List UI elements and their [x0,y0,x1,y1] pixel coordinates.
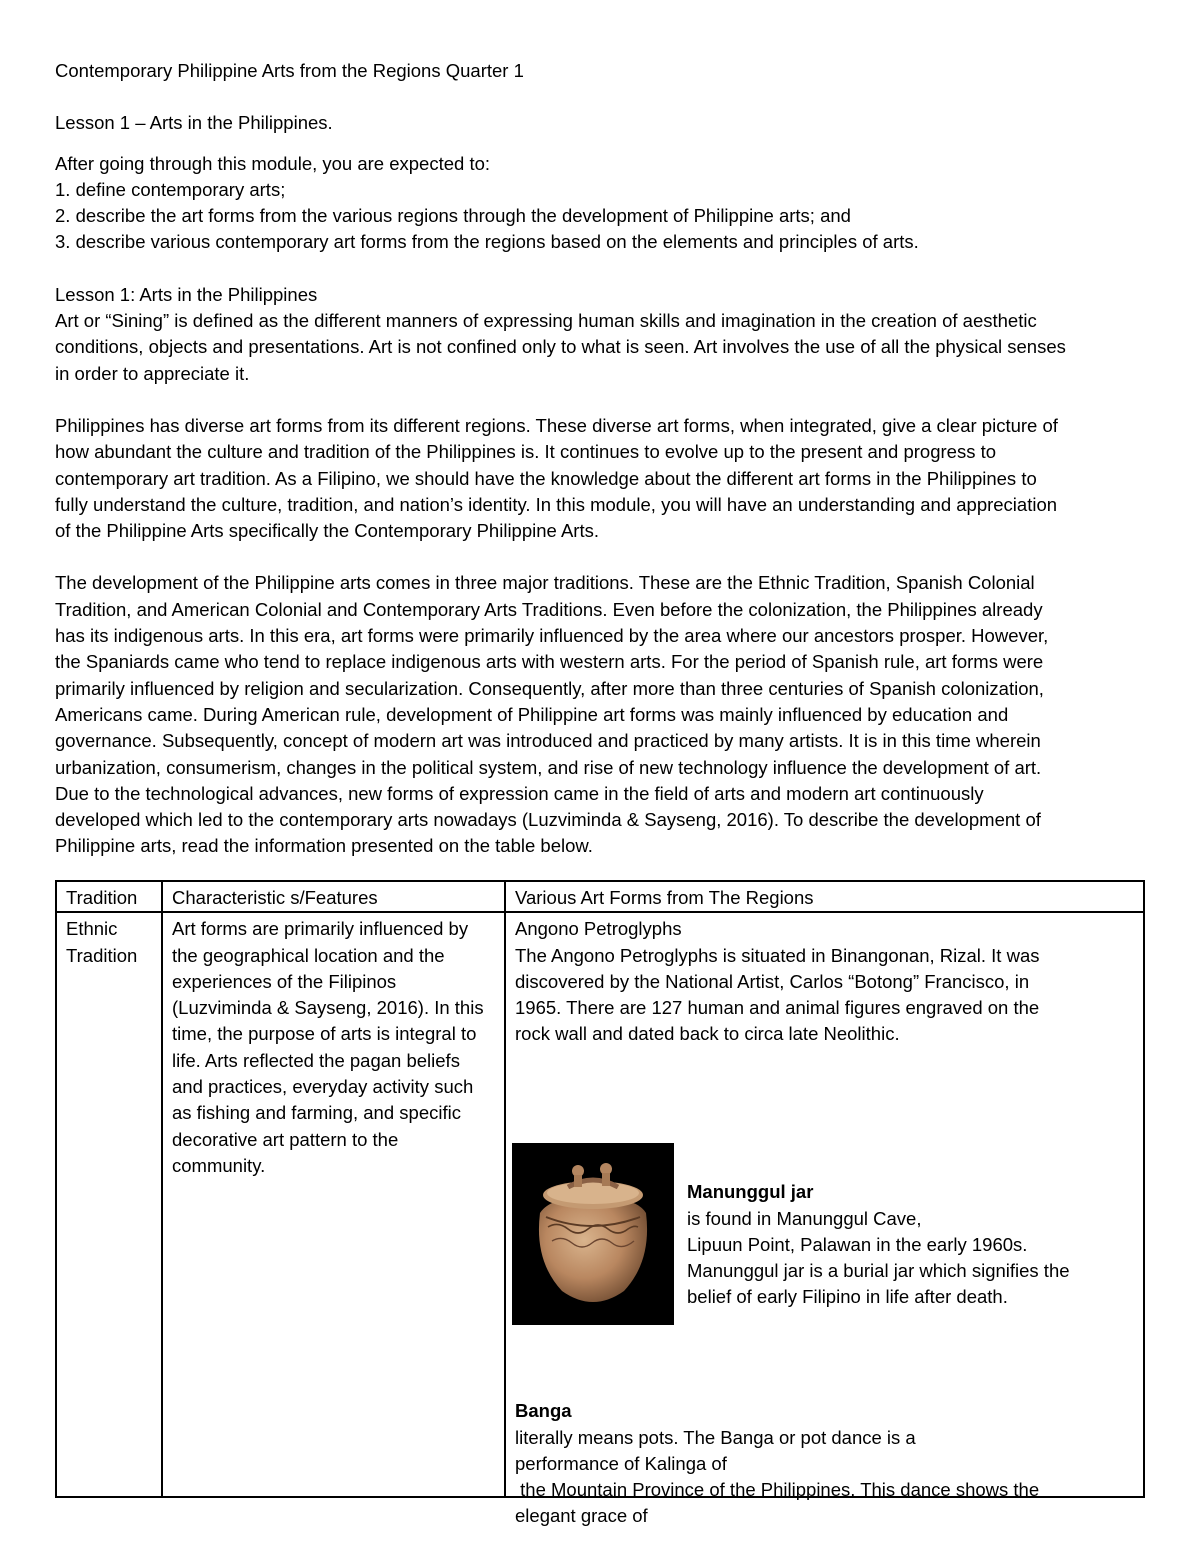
paragraph-line: The development of the Philippine arts comes in three major traditions. These are the Ethnic Tradition, Spanish Colonial [55,572,1035,594]
cell-line: elegant grace of [515,1505,648,1527]
cell-line: The Angono Petroglyphs is situated in Binangonan, Rizal. It was [515,944,1040,966]
paragraph-2 [55,413,1150,544]
lesson-heading: Lesson 1 – Arts in the Philippines. [55,112,333,134]
jar-first-line [687,1179,1070,1232]
jar-name: Manunggul jar [687,1181,814,1203]
paragraph-line: Due to the technological advances, new forms of expression came in the field of arts and modern art continuously [55,782,984,804]
header-tradition: Tradition [56,881,162,912]
paragraph-line: Philippine arts, read the information presented on the table below. [55,835,593,857]
cell-line: experiences of the Filipinos [172,970,397,992]
objective-item: 1. define contemporary arts; [55,178,286,200]
document-title: Contemporary Philippine Arts from the Regions Quarter 1 [55,60,524,81]
banga-name: Banga [515,1400,572,1422]
paragraph-1 [55,308,1150,387]
cell-line: life. Arts reflected the pagan beliefs [172,1049,460,1071]
paragraph-3 [55,570,1150,859]
cell-line: decorative art pattern to the [172,1128,399,1150]
cell-line: discovered by the National Artist, Carlos “Botong” Francisco, in [515,970,1030,992]
art-forms-cell [505,912,1144,1527]
cell-line: time, the purpose of arts is integral to [172,1023,477,1045]
paragraph-line: Philippines has diverse art forms from its different regions. These diverse art forms, when integrated, give a clear picture of [55,414,1058,436]
table-row [56,912,1144,1497]
paragraph-line: primarily influenced by religion and secularization. Consequently, after more than three centuries of Spanish colonization, [55,677,1044,699]
paragraph-line: fully understand the culture, tradition, and nation’s identity. In this module, you will have an understanding and appreciation [55,493,1058,515]
paragraph-line: governance. Subsequently, concept of modern art was introduced and practiced by many artists. It is in this time wherein [55,730,1041,752]
objective-item: 3. describe various contemporary art forms from the regions based on the elements and principles of arts. [55,231,919,253]
jar-first-rest: is found in Manunggul Cave, [687,1207,922,1229]
paragraph-line: urbanization, consumerism, changes in the political system, and rise of new technology influence the development of art. [55,756,1042,778]
paragraph-line: developed which led to the contemporary arts nowadays (Luzviminda & Sayseng, 2016). To describe the development of [55,809,1041,831]
angono-title: Angono Petroglyphs [515,918,682,940]
paragraph-line: Art or “Sining” is defined as the different manners of expressing human skills and imagination in the creation of aesthetic [55,310,1037,332]
cell-line: performance of Kalinga of [515,1452,727,1474]
cell-line: community. [172,1154,266,1176]
paragraph-line: of the Philippine Arts specifically the Contemporary Philippine Arts. [55,520,599,542]
paragraph-line: how abundant the culture and tradition of the Philippines is. It continues to evolve up to the present and progress to [55,441,997,463]
banga-first-line [515,1398,1039,1451]
paragraph-line: conditions, objects and presentations. Art is not confined only to what is seen. Art involves the use of all the physical senses [55,336,1066,358]
document-page [55,58,1150,860]
cell-line: Manunggul jar is a burial jar which signifies the [687,1260,1070,1282]
tradition-cell [56,912,162,1497]
header-art-forms: Various Art Forms from The Regions [505,881,1144,912]
cell-line: rock wall and dated back to circa late Neolithic. [515,1023,900,1045]
table-header-row [56,881,1144,912]
objective-item: 2. describe the art forms from the various regions through the development of Philippine arts; and [55,205,851,227]
paragraph-line: the Spaniards came who tend to replace indigenous arts with western arts. For the period of Spanish rule, art forms were [55,651,1044,673]
paragraph-line: contemporary art tradition. As a Filipino, we should have the knowledge about the different art forms in the Philippines to [55,467,1037,489]
header-features: Characteristic s/Features [162,881,505,912]
cell-line: (Luzviminda & Sayseng, 2016). In this [172,997,484,1019]
paragraph-line: has its indigenous arts. In this era, art forms were primarily influenced by the area where our ancestors prosper. However, [55,625,1049,647]
cell-line: Ethnic [66,918,118,940]
manunggul-jar-image [512,1143,674,1325]
section-heading: Lesson 1: Arts in the Philippines [55,283,318,305]
objectives-intro: After going through this module, you are expected to: [55,152,491,174]
manunggul-jar-caption [687,1179,1070,1310]
cell-line: belief of early Filipino in life after death. [687,1286,1008,1308]
banga-first-rest: literally means pots. The Banga or pot dance is a [515,1426,916,1448]
banga-caption [515,1398,1039,1529]
cell-line: 1965. There are 127 human and animal figures engraved on the [515,997,1040,1019]
paragraph-line: Americans came. During American rule, development of Philippine art forms was mainly influenced by education and [55,703,1009,725]
traditions-table [55,880,1145,1527]
cell-line: as fishing and farming, and specific [172,1102,461,1124]
cell-line: Tradition [66,944,138,966]
cell-line: Art forms are primarily influenced by [172,918,469,940]
cell-line: the geographical location and the [172,944,445,966]
cell-line: and practices, everyday activity such [172,1076,474,1098]
paragraph-line: Tradition, and American Colonial and Contemporary Arts Traditions. Even before the colonization, the Philippines already [55,598,1043,620]
paragraph-line: in order to appreciate it. [55,362,250,384]
features-cell [162,912,505,1497]
cell-line: Lipuun Point, Palawan in the early 1960s. [687,1233,1028,1255]
cell-line: the Mountain Province of the Philippines. This dance shows the [515,1479,1040,1501]
